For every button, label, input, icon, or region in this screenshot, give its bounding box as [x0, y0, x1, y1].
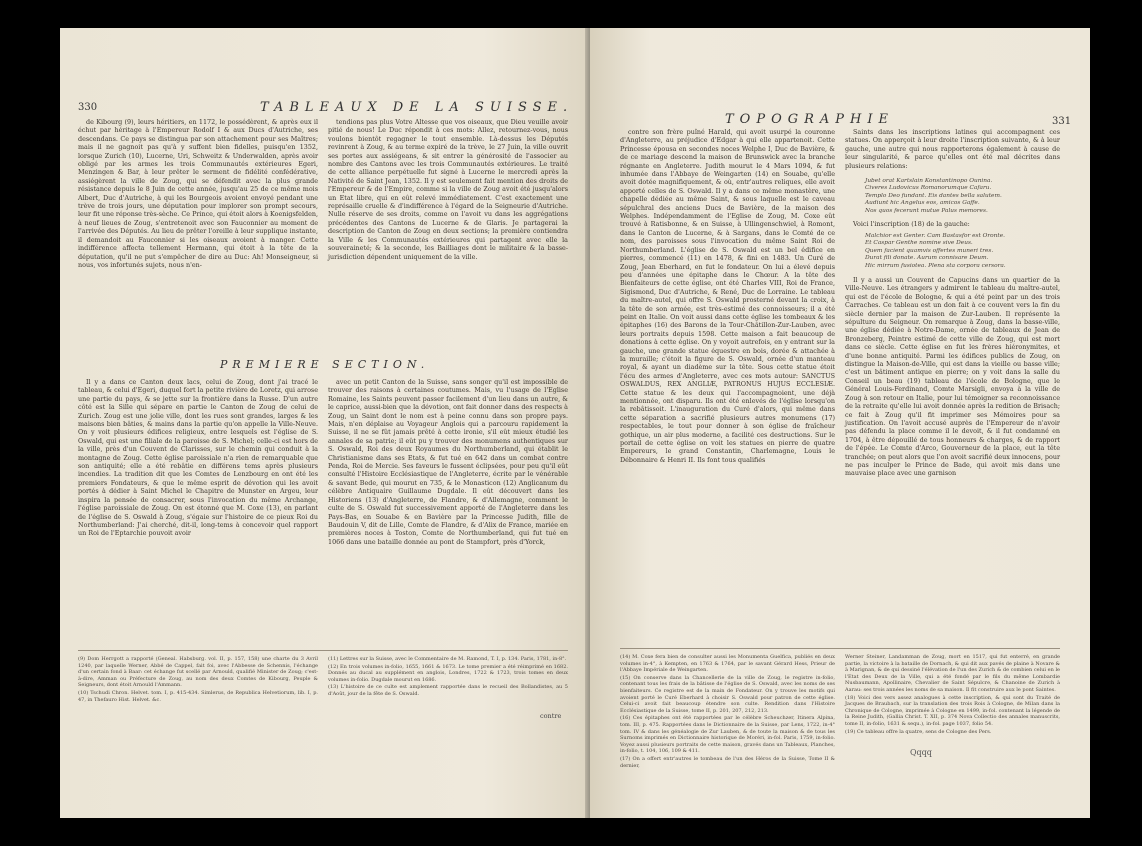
- right-col2-bottom: [845, 276, 1060, 638]
- left-col1-bottom: [78, 378, 318, 640]
- verse-line: Nos quos fecerunt mutue Palus memores.: [865, 207, 988, 214]
- left-page: [60, 28, 590, 818]
- footnote: (14) M. Coxe fera bien de consulter aussi les Monumenta Guelfica, publiés en deux volumes in-4°, à Kempten, en 1763 & 1764, par le savant Gérard Hess, Prieur de l'Abbaye Impériale de Weingarten.: [620, 654, 835, 674]
- footnote: (18) Voici des vers assez analogues à cette inscription, & qui sont du Traité de Jacques de Braubach, sur la translation des trois Rois à Cologne, de Milan dans la Chronique de Cologne, imprimée à Cologne en 1499, in-fol. contenant la légende de la Reine Judith, (Gallia Christ. T. XII, p. 374 Nova Collectio des annales manuscrits, tome II, in-folio, 1631 & sequ.), in-fol. page 1037, folio 54.: [845, 694, 1060, 727]
- paragraph: Il y a aussi un Couvent de Capucins dans un quartier de la Ville-Neuve. Les étrangers y admirent le tableau du maître-autel, qui est de l'école de Bologne, & qui a été peint par un des trois Carraches. Ce tableau est un don fait à ce couvent vers la fin du siècle dernier par la maison de Zur-Lauben. Il représente la sépulture du Seigneur. On remarque à Zoug, dans la basse-ville, une église dédiée à Notre-Dame, ornée de tableaux de Jean de Bronzeberg, Peintre estimé de cette ville de Zoug, qui est mort dans ce siècle. Cette église en fut les frères hiéronymites, et d'une bonne antiquité. Parmi les édifices publics de Zoug, on distingue la Maison-de-Ville, qui est dans la vieille ou basse ville; c'est un bâtiment antique en pierre; on y voit dans la salle du Conseil un beau (19) tableau de l'école de Bologne, que le Général Louis-Ferdinand, Comte Marsigli, envoya à la ville de Zoug à son retour en Italie, pour lui témoigner sa reconnoissance de la retraite qu'elle lui avoit donnée après la redition de Brisach; ce fait à Zoug qu'il fit imprimer ses Mémoires pour sa justification. On l'avoit accusé auprès de l'Empereur de n'avoir pas défendu la place comme il le devoit, & il fut condamné en 1704, à être dépouillé de tous honneurs & charges, & de rapport de l'épée. Le Comte d'Arco, Gouverneur de la place, eut la tête tranchée; on peut alors que l'on avoit sacrifié deux innocens, pour ne pas inculper le Prince de Bade, qui avoit mis dans une mauvaise place avec une garnison: [845, 276, 1060, 478]
- verse-line: Quem facient quamvis offertes muneri tres.: [865, 247, 994, 254]
- footnote: (11) Lettres sur la Suisse, avec le Commentaire de M. Ramond, T. I, p. 134. Paris, 1781, in-8°.: [328, 656, 567, 662]
- verse-line: Templo Deo fundant. Eis dantes bella salutem.: [865, 192, 1002, 199]
- paragraph: contre son frère puîné Harald, qui avoit usurpé la couronne d'Angleterre, au préjudice d'Edgar à qui elle appartenoit. Cette Princesse épousa en secondes noces Welphe I, Duc de Bavière, & de ce mariage descend la maison de Brunswick avec la branche régnante en Angleterre. Judith mourut le 4 Mars 1094, & fut inhumée dans l'Abbaye de Weingarten (14) en Souabe, qu'elle avoit dotée magnifiquement, & où, entr'autres reliques, elle avoit apporté celles de S. Oswald. Il y a dans ce même monastère, une chapelle dédiée au même Saint, & sous laquelle est le caveau sépulchral des anciens Ducs de Bavière, de la maison des Welphes. Indépendamment de l'Eglise de Zoug, M. Coxe eût trouvé à Ratisbonne, & en Suisse, à Ullingenschwiel, à Romont, dans le Canton de Lucerne, & à Sargans, dans le Comté de ce nom, des paroisses sous l'invocation du même Saint Roi de Northumberland. L'église de S. Oswald est un bel édifice en pierres, commencé (11) en 1478, & fini en 1483. Un Curé de Zoug, Jean Eberhard, en fut le fondateur. On lui a élevé depuis peu d'années une épitaphe dans le Chœur. A la tête des Bienfaiteurs de cette église, ont été Charles VIII, Roi de France, Sigismond, Duc d'Autriche, & René, Duc de Lorraine. Le tableau du maître-autel, qui offre S. Oswald prosterné devant la croix, à la tête de son armée, est très-estimé des connoisseurs; il a été peint en Italie. On voit aussi dans cette église les tombeaux & les épitaphes (16) des Barons de la Tour-Châtillon-Zur-Lauben, avec leurs portraits depuis 1598. Cette maison a fait beaucoup de donations à cette église. On y voyoit autrefois, en y entrant sur la gauche, une grande statue équestre en bois, dorée & attachée à la muraille; c'étoit la figure de S. Oswald, ornée d'un manteau royal, & ayant un diadème sur la tête. Sous cette statue étoit l'écu des armes d'Angleterre, avec ces mots autour: SANCTUS OSWALDUS, REX ANGLIÆ, PATRONUS HUJUS ECCLESIÆ. Cette statue & les deux qui l'accompagnoient, une déjà mentionnée, ont disparu. Ils ont été enlevés de l'église lorsqu'on la rebâtissoit. L'inauguration du Curé d'alors, qui même dans cette séparation a sacrifié plusieurs autres monumens (17) respectables, le tout pour donner à son église de fraîcheur gothique, un air plus moderne, a facilité ces destructions. Sur le portail de cette église on voit les statues en pierre de quatre Empereurs, le grand Constantin, Charlemagne, Louis le Débonnaire & Henri II. Ils font tous qualifiés: [620, 128, 835, 464]
- left-col1-top: [78, 118, 318, 363]
- paragraph: Voici l'inscription (18) de la gauche:: [853, 220, 970, 228]
- footnote: (10) Tschudi Chron. Helvet. tom. I, p. 415-434. Simlerus, de Republica Helvetiorum, lib. I, p. 47, in Thefauro Hist. Helvet. &c.: [78, 689, 318, 703]
- paragraph: de Kibourg (9), leurs héritiers, en 1172, le possédèrent, & après eux il échut par héritage à l'Empereur Rodolf I & aux Ducs d'Autriche, ses descendans. Ce pays se distingua par son attachement pour ses Maîtres; mais il ne gagnoit pas qu'à y suffent bien fidelles, puisqu'en 1352, lorsque Zurich (10), Lucerne, Uri, Schweitz & Underwalden, après avoir obligé par les armes les trois Communautés extérieures Egeri, Menzingen & Bar, à leur prêter le serment de fidélité confédérative, assiégèrent la ville de Zoug, qui se défendit avec la plus grande résistance depuis le 8 Juin de cette année, jusqu'au 25 de ce même mois Albert, Duc d'Autriche, à qui les Bourgeois avoient envoyé pendant une trève de trois jours, une députation pour implorer son prompt secours, leur fit une réponse très-sèche. Ce Prince, qui étoit alors à Koenigsfelden, à neuf lieues de Zoug, s'entretenoit avec son Fauconnier au moment de l'arrivée des Députés. Au lieu de prêter l'oreille à leur supplique instante, il demandoit au Fauconnier si les oiseaux avoient à manger. Cette indifférence affecta tellement Hermann, qui étoit à la tête de la députation, qu'il ne put s'empêcher de dire au Duc: Ah! Monseigneur, si nous, vos infortunés sujets, nous n'en-: [78, 118, 319, 269]
- paragraph: Il y a dans ce Canton deux lacs, celui de Zoug, dont j'ai tracé le tableau, & celui d'Egeri, duquel fort la petite rivière de Loretz, qui arrose une partie du pays, & se jette sur la frontière dans la Russe. D'un autre côté est la Sille qui sépare en partie le Canton de Zoug de celui de Zurich. Zoug est une jolie ville, dont les rues sont grandes, larges & les maisons bien bâties, & mains dans la partie qu'on appelle la Ville-Neuve. On y voit plusieurs édifices religieux, entre lesquels est l'église de S. Oswald, qui est une filiale de la paroisse de S. Michel; celle-ci est hors de la ville, près d'un Couvent de Clarisses, sur le chemin qui conduit à la montagne de Zoug. Cette église paroissiale n'a rien de remarquable que son antiquité; elle a été rebâtie en différens tems après plusieurs incendies. La tradition dit que les Comtes de Lenzbourg en ont été les premiers Fondateurs, & que le même esprit de dévotion qui les avoit portés à dédier à Saint Michel le Chapitre de Munster en Argeu, leur inspira la pensée de consacrer, sous l'invocation du même Archange, l'église paroissiale de Zoug. On est étonné que M. Coxe (13), en parlant de l'église de S. Oswald à Zoug, s'égaie sur l'histoire de ce pieux Roi du Northumberland: J'ai cherché, dit-il, long-tems à concevoir quel rapport un Roi de l'Eptarchie pouvoit avoir: [78, 378, 318, 538]
- left-col2-bottom: [328, 378, 568, 640]
- right-col2-top: [845, 128, 1060, 174]
- verse-line: Durat fili donate. Aurum connisare Deum.: [865, 255, 989, 262]
- page-number-right: 331: [1052, 116, 1072, 127]
- footnote: (19) Ce tableau offre la quatre, sens de Cologne des Pers.: [845, 728, 992, 735]
- inscription-right: [865, 178, 1060, 215]
- inscription-intro: [845, 220, 1060, 230]
- verse-line: Jubet orat Kartslain Konstantinopo Ounina.: [865, 178, 993, 184]
- section-title: PREMIERE SECTION.: [220, 358, 430, 371]
- right-col1: [620, 128, 835, 638]
- inscription-left: [865, 233, 1060, 270]
- footnote-rule: [620, 648, 1060, 649]
- left-col2-top: [328, 118, 568, 363]
- verse-line: Civeres Ludovicus Romanorumque Cafaru.: [865, 185, 992, 192]
- footnote: Werner Steiner, Landamman de Zoug, mort en 1517, qui fut enterré, en grande partie, la victoire à la bataille de Dornach, & qui dit aux pavés de plaine à Novare & à Marignan, & de qui dessiné l'élévation de l'un des Zurich & de combien celui en le l'Etat des Deux de la Ville, qui a été fondé par le fils du même Lombardie Nusbaumann, Apollinaire, Chevalier de Saint Sépulcre, & Chanoine de Zurich à Aarau: ses trois années les noms de sa maison. Il fit construire aux le pont Saintes.: [845, 654, 1060, 693]
- footnote-rule: [78, 650, 568, 651]
- right-footnotes-col1: [620, 654, 835, 769]
- footnote: (13) L'histoire de ce culte est amplement rapportée dans le recueil des Bollandistes, au 5 d'Août, jour de la fête de S. Oswald.: [328, 684, 568, 697]
- signature-mark: Qqqq: [910, 748, 932, 757]
- footnote: (17) On a offert entr'autres le tombeau de l'un des Héros de la Suisse, Tome II & dernier,: [620, 755, 835, 769]
- verse-line: Et Caspar Genthe nomine sive Deus.: [865, 240, 973, 247]
- left-footnotes-col1: [78, 656, 318, 716]
- paragraph: tendions pas plus Votre Altesse que vos oiseaux, que Dieu veuille avoir pitié de nous! Le Duc répondit à ces mots: Allez, retournez-vous, nous voulons bientôt regagner le tout ensemble. Là-dessus les Députés revinrent à Zoug, & au terme expiré de la trève, le 27 Juin, la ville ouvrit ses portes aux assiégeans, & sit entrer la générosité de l'associer au nombre des Cantons avec les trois Communautés extérieures. Le traité de cette alliance perpétuelle fut signé à Lucerne le mercredi après la Nativité de Saint Jean, 1352. Il y est seulement fait mention des droits de l'Empereur & de l'Empire, comme si la ville de Zoug avoit été jusqu'alors un Etat libre, qui en eût relevé immédiatement. C'est exactement une représaille cruelle & d'indifférence à l'égard de la Seigneurie d'Autriche. Nulle réserve de ses droits, comme on l'avoit vu dans les aggrégations précédentes des Cantons de Lucerne & de Glaris. Je partagerai la description de Canton de Zoug en deux sections; la première contiendra la Ville & les Communautés extérieures qui partagent avec elle la souveraineté; & la seconde, les Bailliages dont le militaire & la basse-jurisdiction dépendent uniquement de la ville.: [328, 118, 568, 261]
- paragraph: Saints dans les inscriptions latines qui accompagnent ces statues. On apperçoit à leur droite l'inscription suivante, & à leur gauche, une autre qui nous rapporterons également à cause de leur singularité, & parce qu'elles ont été mal décrites dans plusieurs relations:: [845, 128, 1060, 170]
- footnote: (15) On conserve dans la Chancellerie de la ville de Zoug, le registre in-folio, contenant tous les frais de la bâtisse de l'église de S. Oswald, avec les noms de ses bienfaiteurs. Ce registre est de la main de Fondateur. On y trouve les motifs qui avoient porté le Curé Eberhard à choisir S. Oswald pour patron de cette église. Celui-ci avoit fait beaucoup étendre son culte. Rendition dans l'Histoire Ecclésiastique de la Suisse, tome II, p. 201, 207, 212, 213.: [620, 674, 835, 714]
- right-footnotes-col2: [845, 654, 1060, 744]
- footnote: (16) Ces épitaphes ont été rapportées par le célèbre Scheuchzer, Itinera Alpina, tom. III, p. 475. Rapportées dans le Dictionnaire de la Suisse, par Lens, 1722, in-4° tom. IV & dans les généalogie de Zur Lauben, & de toute la maison & de tous les Surnoms imprimés en Dictionnaire historique de Moréri, in-fol. Paris, 1759, in-folio. Voyez aussi plusieurs portraits de cette maison, gravés dans un Tableaux, Planches, in-folio, t. 104, 106, 109 & 411.: [620, 715, 835, 755]
- verse-line: Malchior est Genter. Cam Bastasfor est Oronte.: [865, 233, 1005, 239]
- footnote: (12) En trois volumes in-folio, 1655, 1661 & 1673. Le tome premier a été réimprimé en 1682. Donnés au ducal au supplément en anglois, Londres, 1722 & 1723, trois tomes en deux volumes in-folio. Dugdale mourut en 1686.: [328, 663, 568, 683]
- page-number-left: 330: [78, 102, 98, 113]
- verse-line: Audiunt hic Angelus eos, amicos Gaffe.: [865, 200, 980, 207]
- running-head-left: TABLEAUX DE LA SUISSE.: [260, 100, 574, 115]
- catchword: contre: [540, 712, 562, 720]
- footnote: (9) Dom Herrgott a rapporté (Geneal. Habsburg. vol. II, p. 157, 158) une charte du 3 Avril 1240, par laquelle Werner, Abbé de Cappel, fait foi, avec l'Abbesse de Schennis, l'échange d'un certain fond à Baar: cet échange fut scellé par Arnould, qualifié Minister de Zoug; c'est-à-dire, Amman ou Préfecture de Zoug, au nom des deux Comtes de Kibourg, Peuple & Seigneurs, dont étoit Arnould l'Ammann.: [78, 656, 318, 689]
- paragraph: avec un petit Canton de la Suisse, sans songer qu'il est impossible de trouver des raisons à certaines coutumes. Mais, vu l'usage de l'Eglise Romaine, les Saints peuvent passer facilement d'un lieu dans un autre, & le caprice, aussi-bien que la dévotion, ont fait donner dans des respects à Zoug, un Saint dont le nom est à peine connu dans son propre pays. Mais, n'en déplaise au Voyageur Anglois qui a parcouru rapidement la Suisse, il ne se fût jamais prêté à cette ironie, s'il eût mieux étudié les annales de sa patrie; il eût pu y trouver des monumens authentiques sur S. Oswald, Roi des deux Royaumes du Northumberland, qui établit le Christianisme dans ses Etats, & fut tué en 642 dans un combat contre Penda, Roi de Mercie. Ses faveurs le fussent éclipsées, pour peu qu'il eût consulté l'Histoire Ecclésiastique de l'Angleterre, écrite par le vénérable & savant Bede, qui mourut en 735, & le Monasticon (12) Anglicanum du célèbre Antiquaire Guillaume Dugdale. Il eût découvert dans les Historiens (13) d'Angleterre, de Flandre, & d'Allemagne, comment le culte de S. Oswald fut successivement apporté de l'Angleterre dans les Pays-Bas, en Souabe & en Bavière par la Princesse Judith, fille de Baudouin V, dit de Lille, Comte de Flandre, & d'Alix de France, mariée en premières noces à Toston, Comte de Northumberland, qui fut tué en 1066 dans une bataille donnée au pont de Stampfort, près d'Yorck,: [328, 378, 568, 546]
- right-page: [590, 28, 1090, 818]
- running-head-right: TOPOGRAPHIE: [725, 112, 895, 127]
- verse-line: Hic mirrum fusiotea. Plena sta corpora cersora.: [865, 262, 1006, 269]
- left-footnotes-col2: [328, 656, 568, 716]
